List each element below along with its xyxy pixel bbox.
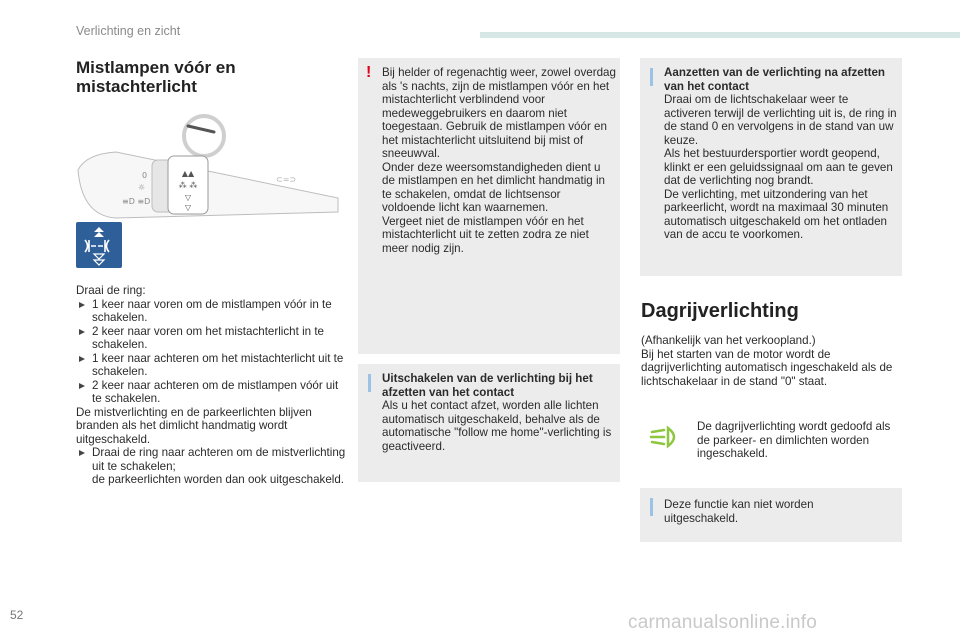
- ring-instruction-list: [76, 298, 348, 406]
- drl-title: Dagrijverlichting: [641, 300, 799, 322]
- warning-box: [358, 58, 620, 354]
- info-icon: [650, 68, 653, 86]
- info-box-switch-on: [640, 58, 902, 276]
- header-bar: [480, 32, 960, 38]
- svg-text:☼: ☼: [138, 183, 146, 192]
- stalk-diagram: [76, 108, 340, 220]
- info-icon: [650, 498, 653, 516]
- warning-icon: !: [366, 64, 372, 81]
- column1-text: [76, 284, 348, 487]
- list-item: 1 keer naar voren om de mistlampen vóór in te schakelen.: [76, 298, 348, 325]
- info-box-title: Uitschakelen van de verlichting bij het afzetten van het contact: [382, 372, 593, 399]
- final-instruction-list: [76, 446, 348, 487]
- list-item: 2 keer naar voren om het mistachterlicht in te schakelen.: [76, 325, 348, 352]
- svg-text:⁂ ⁂: ⁂ ⁂: [178, 181, 198, 190]
- fog-lamp-icon: [76, 222, 122, 268]
- info-box-note: [640, 488, 902, 542]
- svg-text:⊂=⊃: ⊂=⊃: [276, 175, 297, 184]
- info-icon: [368, 374, 371, 392]
- page-number: 52: [10, 608, 24, 622]
- daytime-running-light-icon: [648, 424, 682, 450]
- note-text: Deze functie kan niet worden uitgeschakeld.: [664, 498, 814, 525]
- info-box-body: [382, 372, 614, 453]
- section-header: Verlichting en zicht: [76, 24, 181, 38]
- drl-intro-text: (Afhankelijk van het verkoopland.) Bij het starten van de motor wordt de dagrijverlichting automatisch ingeschakeld als de lichtschakelaar in de stand "0" staat.: [641, 334, 893, 388]
- info-box-body: [664, 66, 898, 242]
- parking-lights-paragraph: De mistverlichting en de parkeerlichten blijven branden als het dimlicht handmatig wordt uitgeschakeld.: [76, 405, 312, 446]
- svg-text:≡D ≡D: ≡D ≡D: [122, 197, 151, 206]
- svg-text:▲▲: ▲▲: [181, 169, 195, 178]
- svg-text:▽: ▽: [184, 193, 192, 202]
- info-box-text: Draai om de lichtschakelaar weer te activeren terwijl de verlichting uit is, de ring in de stand 0 en vervolgens in de stand van uw keuze. Als het bestuurdersportier wordt geopend, klinkt er een geluidssignaal om aan te geven dat de verlichting nog brandt. De verlichting, met uitzondering van het parkeerlicht, wordt na maximaal 30 minuten automatisch uitgeschakeld om het ontladen van de accu te voorkomen.: [664, 93, 897, 241]
- list-item: Draai de ring naar achteren om de mistverlichting uit te schakelen; de parkeerlichten worden dan ook uitgeschakeld.: [76, 446, 348, 487]
- instruction-intro: Draai de ring:: [76, 284, 146, 297]
- info-box-switch-off: [358, 364, 620, 482]
- list-item: 2 keer naar achteren om de mistlampen vóór uit te schakelen.: [76, 379, 348, 406]
- info-box-title: Aanzetten van de verlichting na afzetten van het contact: [664, 66, 885, 93]
- warning-text: Bij helder of regenachtig weer, zowel overdag als 's nachts, zijn de mistlampen vóór en het mistachterlicht verblindend voor medeweggebruikers en daarom niet toegestaan. Gebruik de mistlampen vóór en het mistachterlicht uitsluitend bij mist of sneeuwval. Onder deze weersomstandigheden dient u de mistlampen en het dimlicht handmatig in te schakelen, omdat de lichtsensor voldoende licht kan waarnemen. Vergeet niet de mistlampen vóór en het mistachterlicht uit te zetten zodra ze niet meer nodig zijn.: [382, 66, 616, 255]
- svg-text:0: 0: [142, 171, 148, 180]
- fog-lights-title: Mistlampen vóór en mistachterlicht: [76, 58, 236, 96]
- drl-off-text: De dagrijverlichting wordt gedoofd als de parkeer- en dimlichten worden ingeschakeld.: [697, 420, 891, 460]
- list-item: 1 keer naar achteren om het mistachterlicht uit te schakelen.: [76, 352, 348, 379]
- watermark: carmanualsonline.info: [628, 612, 818, 633]
- info-box-text: Als u het contact afzet, worden alle lichten automatisch uitgeschakeld, behalve als de automatische "follow me home"-verlichting is geactiveerd.: [382, 399, 612, 453]
- svg-text:▽: ▽: [184, 203, 192, 212]
